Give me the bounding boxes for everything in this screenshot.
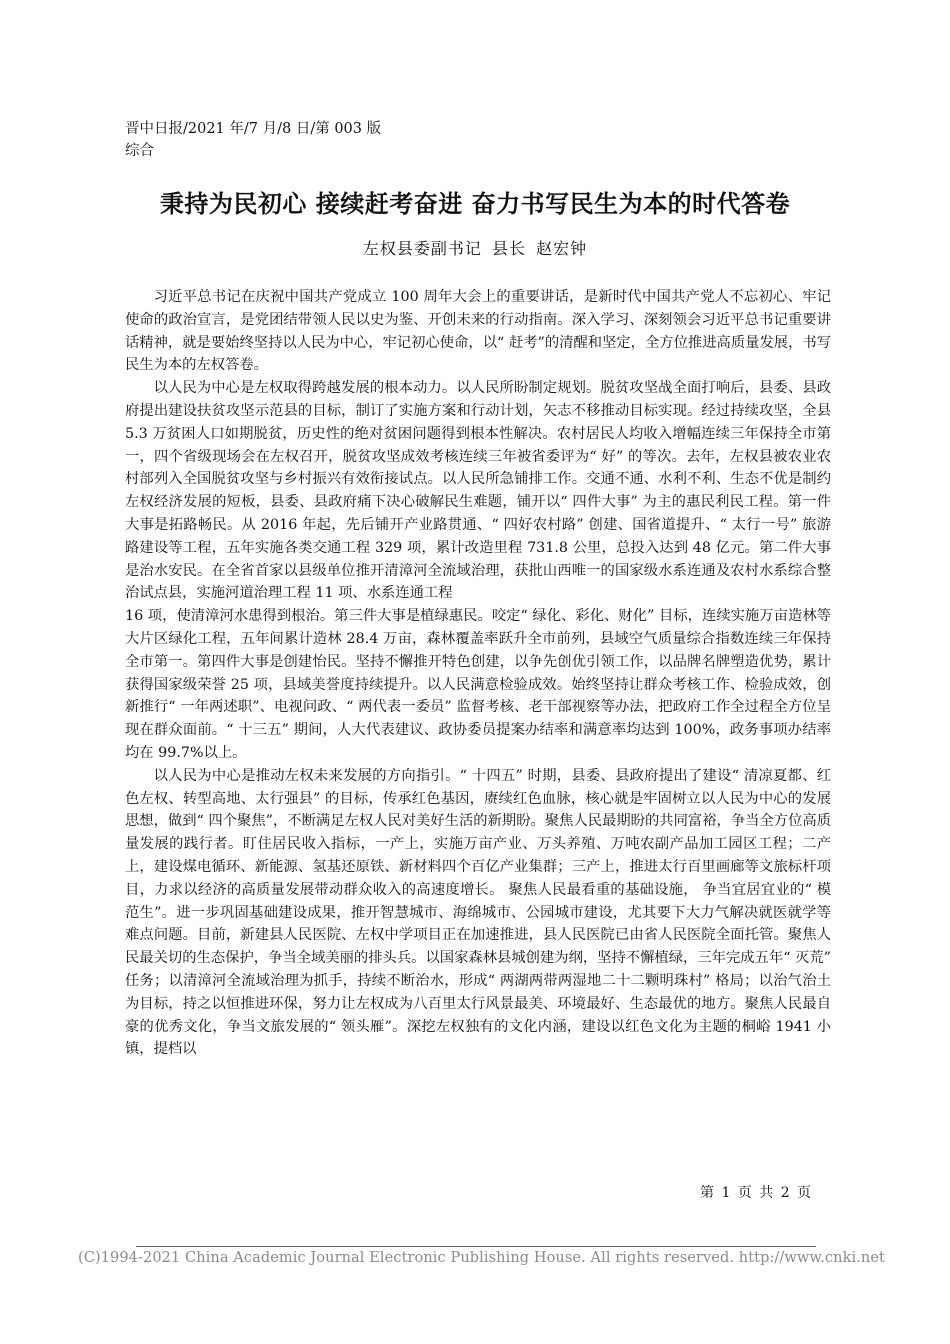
- article-body: [125, 286, 831, 1061]
- paragraph-driving-force-continued: 16 项，使清漳河水患得到根治。第三件大事是植绿惠民。咬定“ 绿化、彩化、财化” 目标，连续实施万亩造林等大片区绿化工程，五年间累计造林 28.4 万亩，森林覆盖率跃升全市前列，县域空气质量综合指数连续三年保持全市第一。第四件大事是创建怡民。坚持不懈推开特色创建，以争先创优引领工作，以品牌名牌塑造优势，累计获得国家级荣誉 25 项，县域美誉度持续提升。以人民满意检验成效。始终坚持让群众考核工作、检验成效，创新推行“ 一年两述职”、电视问政、“ 两代表一委员” 监督考核、老干部视察等办法，把政府工作全过程全方位呈现在群众面前。“ 十三五” 期间，人大代表建议、政协委员提案办结率和满意率均达到 100%，政务事项办结率均在 99.7%以上。: [125, 608, 831, 761]
- footer-divider: [136, 1246, 816, 1247]
- newspaper-source: 晋中日报/2021 年/7 月/8 日/第 003 版综合: [125, 121, 382, 159]
- paragraph-driving-force: 以人民为中心是左权取得跨越发展的根本动力。以人民所盼制定规划。脱贫攻坚战全面打响后，县委、县政府提出建设扶贫攻坚示范县的目标，制订了实施方案和行动计划，矢志不移推动目标实现。经过持续攻坚，全县 5.3 万贫困人口如期脱贫，历史性的绝对贫困问题得到根本性解决。农村居民人均收入增幅连续三年保持全市第一，四个省级现场会在左权召开，脱贫攻坚成效考核连续三年被省委评为“ 好” 的等次。去年，左权县被农业农村部列入全国脱贫攻坚与乡村振兴有效衔接试点。以人民所急铺排工作。交通不通、水利不利、生态不优是制约左权经济发展的短板，县委、县政府痛下决心破解民生难题，铺开以“ 四件大事” 为主的惠民利民工程。第一件大事是拓路畅民。从 2016 年起，先后铺开产业路贯通、“ 四好农村路” 创建、国省道提升、“ 太行一号” 旅游路建设等工程，五年实施各类交通工程 329 项，累计改造里程 731.8 公里，总投入达到 48 亿元。第二件大事是治水安民。在全省首家以县级单位推开清漳河全流域治理，获批山西唯一的国家级水系连通及农村水系综合整治试点县，实施河道治理工程 11 项、水系连通工程: [125, 380, 831, 602]
- article-author: 左权县委副书记 县长 赵宏钟: [362, 239, 588, 258]
- paragraph-future-direction: 以人民为中心是推动左权未来发展的方向指引。“ 十四五” 时期，县委、县政府提出了建设“ 清凉夏都、红色左权、转型高地、太行强县” 的目标，传承红色基因，赓续红色血脉，核心就是牢固树立以人民为中心的发展思想，做到“ 四个聚焦”，不断满足左权人民对美好生活的新期盼。聚焦人民最期盼的共同富裕，争当全方位高质量发展的践行者。盯住居民收入指标，一产上，实施万亩产业、万头养殖、万吨农副产品加工园区工程；二产上，建设煤电循环、新能源、氢基还原铁、新材料四个百亿产业集群；三产上，推进太行百里画廊等文旅标杆项目，力求以经济的高质量发展带动群众收入的高速度增长。 聚焦人民最看重的基础设施， 争当宜居宜业的“ 模范生”。进一步巩固基础建设成果，推开智慧城市、海绵城市、公园城市建设，尤其要下大力气解决就医就学等难点问题。目前，新建县人民医院、左权中学项目正在加速推进，县人民医院已由省人民医院全面托管。聚焦人民最关切的生态保护，争当全域美丽的排头兵。以国家森林县城创建为纲，坚持不懈植绿，三年完成五年“ 灭荒” 任务；以清漳河全流域治理为抓手，持续不断治水，形成“ 两湖两带两湿地二十二颗明珠村” 格局；以治气治土为目标，持之以恒推进环保，努力让左权成为八百里太行风景最美、环境最好、生态最优的地方。聚焦人民最自豪的优秀文化，争当文旅发展的“ 领头雁”。深挖左权独有的文化内涵，建设以红色文化为主题的桐峪 1941 小镇，提档以: [125, 767, 831, 1058]
- paragraph-intro: 习近平总书记在庆祝中国共产党成立 100 周年大会上的重要讲话，是新时代中国共产党人不忘初心、牢记使命的政治宣言，是党团结带领人民以史为鉴、开创未来的行动指南。深入学习、深刻领会习近平总书记重要讲话精神，就是要始终坚持以人民为中心，牢记初心使命，以“ 赶考”的清醒和坚定，全方位推进高质量发展，书写民生为本的左权答卷。: [125, 289, 831, 374]
- article-title: 秉持为民初心 接续赶考奋进 奋力书写民生为本的时代答卷: [159, 190, 791, 218]
- copyright-watermark: (C)1994-2021 China Academic Journal Electronic Publishing House. All rights reserved. http://www.cnki.net: [78, 1250, 885, 1266]
- page-indicator: 第 1 页 共 2 页: [700, 1185, 812, 1201]
